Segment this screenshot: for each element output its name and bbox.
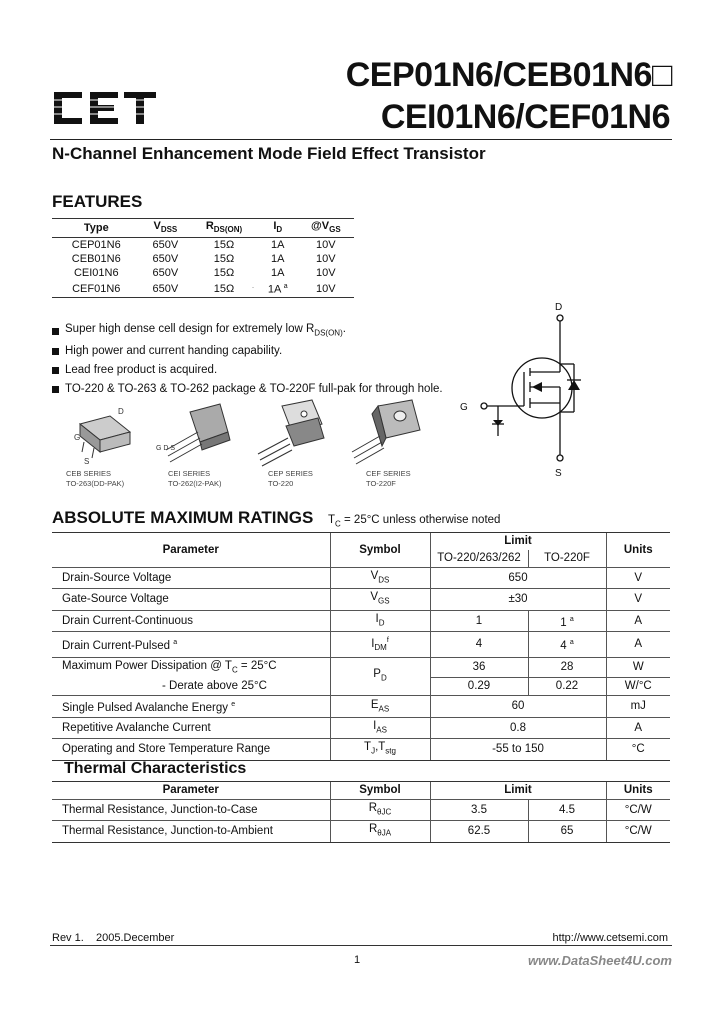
list-item: Super high dense cell design for extremely low $R_{DS(ON)}$. bbox=[52, 320, 443, 342]
page-number: 1 bbox=[354, 954, 361, 966]
table-row: CEP01N6 650V 15Ω 1A 10V bbox=[71, 239, 336, 252]
thermal-heading: Thermal Characteristics bbox=[64, 760, 247, 777]
table-row: Thermal Resistance, Junction-to-Case $R_{\theta JC}$ 3.5 4.5 °C/W bbox=[52, 800, 670, 821]
table-row: CEB01N6 650V 15Ω 1A 10V bbox=[71, 253, 336, 266]
table-row: Thermal Resistance, Junction-to-Ambient $R_{\theta JA}$ 62.5 65 °C/W bbox=[52, 821, 670, 842]
table-row: Drain-Source Voltage $V_{DS}$ 650 V bbox=[52, 568, 670, 589]
table-row: CEF01N6 650V 15Ω 1A $^a$ 10V bbox=[52, 280, 354, 297]
table-row: Repetitive Avalanche Current $I_{AS}$ 0.8 A bbox=[52, 718, 670, 739]
list-item: High power and current handing capability. bbox=[52, 342, 443, 361]
svg-text:G: G bbox=[460, 402, 468, 413]
to220-package-icon bbox=[258, 400, 324, 466]
watermark: www.DataSheet4U.com bbox=[527, 953, 672, 968]
svg-text:CEP SERIES: CEP SERIES bbox=[268, 469, 313, 478]
svg-text:G D S: G D S bbox=[156, 445, 176, 452]
svg-text:TO-263(DD-PAK): TO-263(DD-PAK) bbox=[66, 479, 125, 488]
bullet-square-icon bbox=[52, 367, 59, 374]
to263-package-icon bbox=[80, 416, 130, 458]
footer-rule bbox=[50, 945, 672, 946]
table-row: Drain Current-Pulsed $^a$ $I_{DM}^f$ 4 4 $^a$ A bbox=[52, 632, 670, 657]
svg-text:S: S bbox=[84, 457, 90, 466]
part-title-line1: CEP01N6/CEB01N6□ bbox=[345, 56, 672, 94]
amr-table: Parameter Symbol Limit Units TO-220/263/262 TO-220F Drain-Source Voltage $V_{DS}$ 650 V Gate-Source Voltage $V_{GS}$ ±30 V Drain Current-Continuous $I_D$ 1 1 $^a$ A Drain Current-Pulsed $^a$ $I_{DM}^f$ 4 4 $^a$ A Maximum Power Dissipation @ $T_C = 25^\circ C$ $P_D$ 36 28 W - Derate above 25°C 0.29 0.22 W/°C Single Pulsed Avalanche Energy $^e$ $E_{AS}$ 60 mJ Repetitive Avalanche Current $I_{AS}$ 0.8 A Operating and Store Temperature Range $T_J,T_{stg}$ -55 to 150 °C bbox=[52, 532, 670, 761]
title-rule bbox=[50, 139, 672, 140]
amr-heading: ABSOLUTE MAXIMUM RATINGS bbox=[52, 508, 314, 527]
to220f-package-icon bbox=[352, 400, 420, 464]
col-type: Type bbox=[52, 219, 141, 238]
table-row: Operating and Store Temperature Range $T_J,T_{stg}$ -55 to 150 °C bbox=[52, 739, 670, 760]
list-item: Lead free product is acquired. bbox=[52, 361, 443, 380]
revision-date: Rev 1. 2005.December bbox=[52, 932, 175, 944]
svg-text:TO-220: TO-220 bbox=[268, 479, 294, 488]
col-vgs: $@V_{GS}$ bbox=[298, 219, 354, 238]
bullet-square-icon bbox=[52, 386, 59, 393]
package-drawings bbox=[60, 402, 420, 494]
svg-text:D: D bbox=[118, 407, 124, 416]
bullet-square-icon bbox=[52, 328, 59, 335]
mosfet-symbol-icon bbox=[458, 302, 578, 479]
svg-text:TO-262(I2-PAK): TO-262(I2-PAK) bbox=[168, 479, 222, 488]
features-heading: FEATURES bbox=[52, 192, 143, 211]
table-row: Single Pulsed Avalanche Energy $^e$ $E_{AS}$ 60 mJ bbox=[52, 696, 670, 718]
col-rdson: $R_{DS(ON)}$ bbox=[190, 219, 258, 238]
col-vdss: $V_{DSS}$ bbox=[141, 219, 191, 238]
svg-text:CEI SERIES: CEI SERIES bbox=[168, 469, 211, 478]
list-item: TO-220 & TO-263 & TO-262 package & TO-220F full-pak for through hole. bbox=[52, 380, 443, 399]
svg-text:G: G bbox=[74, 433, 81, 442]
thermal-table: Parameter Symbol Limit Units Thermal Resistance, Junction-to-Case $R_{\theta JC}$ 3.5 4.5 °C/W Thermal Resistance, Junction-to-Ambient $R_{\theta JA}$ 62.5 65 °C/W bbox=[52, 781, 670, 843]
features-table bbox=[52, 218, 354, 298]
part-title-line2: CEI01N6/CEF01N6 bbox=[380, 98, 670, 136]
table-row: - Derate above 25°C 0.29 0.22 W/°C bbox=[52, 678, 670, 696]
bullet-square-icon bbox=[52, 348, 59, 355]
svg-text:TO-220F: TO-220F bbox=[366, 479, 396, 488]
svg-text:D: D bbox=[555, 302, 563, 313]
to262-package-icon bbox=[166, 404, 230, 462]
svg-text:CEF SERIES: CEF SERIES bbox=[366, 469, 411, 478]
website-link[interactable]: http://www.cetsemi.com bbox=[552, 932, 668, 944]
table-row: Drain Current-Continuous $I_D$ 1 1 $^a$ A bbox=[52, 610, 670, 632]
device-subtitle: N-Channel Enhancement Mode Field Effect Transistor bbox=[52, 144, 486, 163]
feature-bullets bbox=[52, 320, 443, 399]
col-id: $I_D$ bbox=[258, 219, 298, 238]
table-row: CEI01N6 650V 15Ω 1A 10V bbox=[73, 267, 336, 280]
table-row: Maximum Power Dissipation @ $T_C = 25^\circ C$ $P_D$ 36 28 W bbox=[52, 657, 670, 678]
amr-condition-note: $T_C = 25^\circ C$ unless otherwise noted bbox=[328, 514, 501, 529]
table-row: Gate-Source Voltage $V_{GS}$ ±30 V bbox=[52, 589, 670, 610]
svg-text:CEB SERIES: CEB SERIES bbox=[66, 469, 112, 478]
svg-text:CET: CET bbox=[252, 288, 254, 289]
svg-text:S: S bbox=[555, 468, 562, 479]
